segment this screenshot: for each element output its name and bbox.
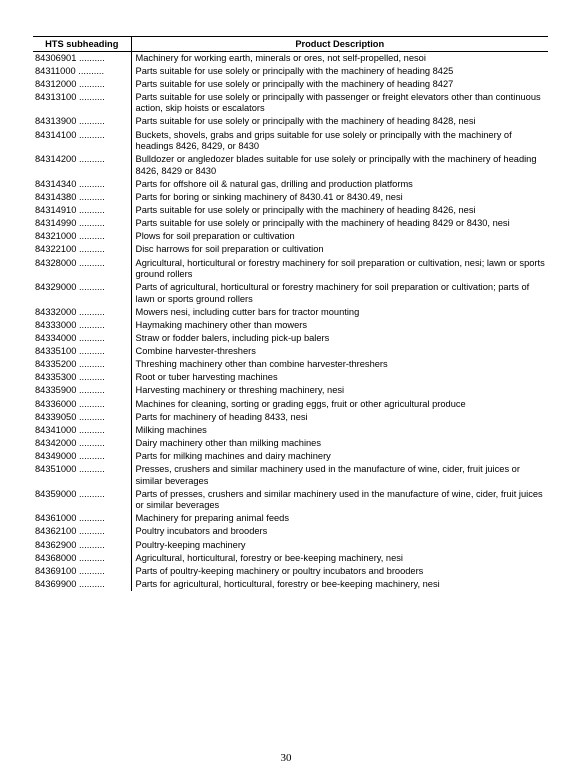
product-description-cell: Agricultural, horticultural, forestry or bee-keeping machinery, nesi: [135, 552, 403, 563]
hts-code-cell: 84312000 ..........: [33, 78, 131, 91]
table-row: [33, 464, 548, 489]
table-row: [33, 178, 548, 191]
table-row: [33, 565, 548, 578]
hts-table-container: [33, 36, 548, 591]
product-description-cell: Dairy machinery other than milking machines: [135, 437, 321, 448]
product-description-cell: Parts of presses, crushers and similar machinery used in the manufacture of wine, cider, fruit juices or similar beverages: [135, 488, 543, 511]
table-row: [33, 385, 548, 398]
hts-code-cell: 84332000 ..........: [33, 306, 131, 319]
hts-table: [33, 36, 548, 591]
table-row: [33, 65, 548, 78]
table-row: [33, 539, 548, 552]
product-description-cell: Machinery for working earth, minerals or ores, not self-propelled, nesoi: [135, 52, 426, 63]
hts-code-cell: 84339050 ..........: [33, 411, 131, 424]
table-row: [33, 91, 548, 116]
table-row: [33, 231, 548, 244]
product-description-cell: Combine harvester-threshers: [135, 346, 256, 357]
hts-code-cell: 84341000 ..........: [33, 424, 131, 437]
table-row: [33, 450, 548, 463]
table-row: [33, 411, 548, 424]
hts-code-cell: 84368000 ..........: [33, 552, 131, 565]
hts-code-cell: 84311000 ..........: [33, 65, 131, 78]
product-description-cell: Poultry incubators and brooders: [135, 526, 268, 537]
page-number: 30: [280, 752, 292, 764]
product-description-cell: Plows for soil preparation or cultivation: [135, 231, 295, 242]
hts-code-cell: 84336000 ..........: [33, 398, 131, 411]
table-row: [33, 282, 548, 307]
table-row: [33, 333, 548, 346]
table-row: [33, 424, 548, 437]
table-row: [33, 244, 548, 257]
product-description-cell: Parts suitable for use solely or principally with the machinery of heading 8427: [135, 78, 454, 89]
product-description-cell: Parts for milking machines and dairy machinery: [135, 450, 331, 461]
product-description-cell: Parts for machinery of heading 8433, nesi: [135, 411, 308, 422]
product-description-cell: Presses, crushers and similar machinery used in the manufacture of wine, cider, fruit juices or similar beverages: [135, 464, 520, 486]
table-row: [33, 346, 548, 359]
table-body: [33, 52, 548, 592]
hts-code-cell: 84369900 ..........: [33, 578, 131, 591]
table-row: [33, 319, 548, 332]
table-row: [33, 116, 548, 129]
product-description-cell: Parts suitable for use solely or principally with passenger or freight elevators other than continuous action, skip hoists or escalators: [135, 91, 541, 114]
table-row: [33, 192, 548, 205]
hts-code-cell: 84335900 ..........: [33, 385, 131, 398]
hts-code-cell: 84321000 ..........: [33, 231, 131, 244]
hts-code-cell: 84314200 ..........: [33, 154, 131, 179]
product-description-cell: Buckets, shovels, grabs and grips suitable for use solely or principally with the machinery of headings 8426, 8429, or 8430: [135, 129, 512, 152]
hts-code-cell: 84314910 ..........: [33, 205, 131, 218]
hts-code-cell: 84306901 ..........: [33, 52, 131, 66]
hts-code-cell: 84334000 ..........: [33, 333, 131, 346]
table-header-row: [33, 37, 548, 52]
hts-code-cell: 84314340 ..........: [33, 178, 131, 191]
product-description-cell: Machinery for preparing animal feeds: [135, 513, 289, 524]
table-row: [33, 129, 548, 154]
product-description-cell: Root or tuber harvesting machines: [135, 372, 278, 383]
hts-code-cell: 84329000 ..........: [33, 282, 131, 307]
product-description-cell: Harvesting machinery or threshing machinery, nesi: [135, 385, 345, 396]
table-row: [33, 372, 548, 385]
hts-code-cell: 84362100 ..........: [33, 526, 131, 539]
table-row: [33, 513, 548, 526]
hts-code-cell: 84351000 ..........: [33, 464, 131, 489]
column-header-product-description: Product Description: [131, 37, 548, 52]
product-description-cell: Parts suitable for use solely or principally with the machinery of heading 8426, nesi: [135, 205, 476, 216]
table-row: [33, 526, 548, 539]
hts-code-cell: 84313900 ..........: [33, 116, 131, 129]
hts-code-cell: 84314380 ..........: [33, 192, 131, 205]
table-row: [33, 398, 548, 411]
hts-code-cell: 84349000 ..........: [33, 450, 131, 463]
product-description-cell: Haymaking machinery other than mowers: [135, 319, 308, 330]
hts-code-cell: 84335300 ..........: [33, 372, 131, 385]
table-row: [33, 154, 548, 179]
product-description-cell: Parts of agricultural, horticultural or forestry machinery for soil preparation or cultivation; parts of lawn or sports ground rollers: [135, 282, 530, 304]
hts-code-cell: 84314100 ..........: [33, 129, 131, 154]
table-row: [33, 552, 548, 565]
product-description-cell: Straw or fodder balers, including pick-up balers: [135, 333, 330, 344]
hts-code-cell: 84359000 ..........: [33, 488, 131, 513]
product-description-cell: Agricultural, horticultural or forestry machinery for soil preparation or cultivation, nesi; lawn or sports ground rollers: [135, 257, 545, 280]
column-header-hts-subheading: HTS subheading: [33, 37, 131, 52]
table-row: [33, 78, 548, 91]
product-description-cell: Parts suitable for use solely or principally with the machinery of heading 8429 or 8430, nesi: [135, 218, 510, 229]
table-row: [33, 205, 548, 218]
product-description-cell: Parts suitable for use solely or principally with the machinery of heading 8425: [135, 65, 454, 76]
hts-code-cell: 84335200 ..........: [33, 359, 131, 372]
product-description-cell: Machines for cleaning, sorting or grading eggs, fruit or other agricultural produce: [135, 398, 466, 409]
hts-code-cell: 84314990 ..........: [33, 218, 131, 231]
product-description-cell: Bulldozer or angledozer blades suitable for use solely or principally with the machinery of heading 8426, 8429 or 8430: [135, 154, 537, 176]
hts-code-cell: 84369100 ..........: [33, 565, 131, 578]
product-description-cell: Parts for boring or sinking machinery of 8430.41 or 8430.49, nesi: [135, 192, 403, 203]
product-description-cell: Milking machines: [135, 424, 207, 435]
hts-code-cell: 84333000 ..........: [33, 319, 131, 332]
hts-code-cell: 84328000 ..........: [33, 257, 131, 282]
hts-code-cell: 84361000 ..........: [33, 513, 131, 526]
product-description-cell: Poultry-keeping machinery: [135, 539, 246, 550]
table-row: [33, 359, 548, 372]
hts-code-cell: 84335100 ..........: [33, 346, 131, 359]
table-row: [33, 257, 548, 282]
table-row: [33, 578, 548, 591]
hts-code-cell: 84362900 ..........: [33, 539, 131, 552]
hts-code-cell: 84322100 ..........: [33, 244, 131, 257]
table-row: [33, 306, 548, 319]
product-description-cell: Threshing machinery other than combine harvester-threshers: [135, 359, 388, 370]
product-description-cell: Disc harrows for soil preparation or cultivation: [135, 244, 324, 255]
product-description-cell: Parts suitable for use solely or principally with the machinery of heading 8428, nesi: [135, 116, 476, 127]
table-row: [33, 437, 548, 450]
table-row: [33, 52, 548, 66]
hts-code-cell: 84313100 ..........: [33, 91, 131, 116]
product-description-cell: Mowers nesi, including cutter bars for tractor mounting: [135, 306, 360, 317]
product-description-cell: Parts for agricultural, horticultural, forestry or bee-keeping machinery, nesi: [135, 578, 440, 589]
table-row: [33, 488, 548, 513]
table-row: [33, 218, 548, 231]
hts-code-cell: 84342000 ..........: [33, 437, 131, 450]
product-description-cell: Parts of poultry-keeping machinery or poultry incubators and brooders: [135, 565, 424, 576]
product-description-cell: Parts for offshore oil & natural gas, drilling and production platforms: [135, 178, 413, 189]
